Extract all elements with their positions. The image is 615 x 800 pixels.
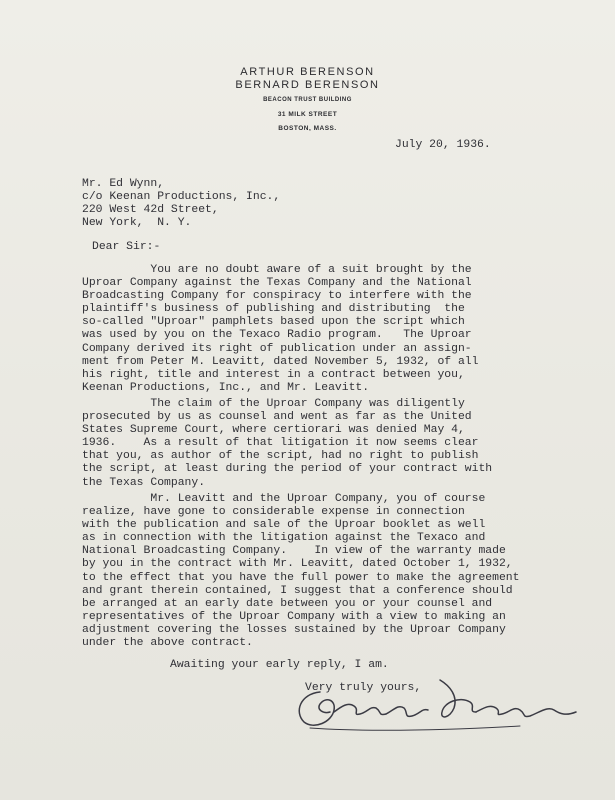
addressee-line-1: Mr. Ed Wynn, xyxy=(82,178,165,190)
signature-underline xyxy=(310,726,520,730)
body-paragraph-3: Mr. Leavitt and the Uproar Company, you of course realize, have gone to considerable expense in connection with the publication and sale of the Uproar booklet as well as in connection with the litigation against the Texaco and National Broadcasting Company. In view of the warranty made by you in the contract with Mr. Leavitt, dated October 1, 1932, to the effect that you have the full power to make the agreement and grant therein contained, I suggest that a conference should be arranged at an early date between you or your counsel and representatives of the Uproar Company with a view to making an adjustment covering the losses sustained by the Uproar Company under the above contract. xyxy=(82,493,520,650)
addressee-line-4: New York, N. Y. xyxy=(82,217,192,229)
letter-date: July 20, 1936. xyxy=(395,139,491,151)
signature-stroke-r xyxy=(386,707,428,717)
letterhead-name-arthur: ARTHUR BERENSON xyxy=(240,66,375,78)
signature-stroke-tail xyxy=(476,706,576,716)
letterhead-city: BOSTON, MASS. xyxy=(278,125,337,132)
letterhead-building: BEACON TRUST BUILDING xyxy=(263,97,352,103)
addressee-line-3: 220 West 42d Street, xyxy=(82,204,219,216)
body-paragraph-2: The claim of the Uproar Company was diligently prosecuted by us as counsel and went as far as the United States Supreme Court, where certiorari was denied May 4, 1936. As a result of that litigation it now seems clear that you, as author of the script, had no right to publish the script, at least during the period of your contract with the Texas Company. xyxy=(82,398,493,489)
letterhead-name-bernard: BERNARD BERENSON xyxy=(235,79,380,91)
closing-line: Awaiting your early reply, I am. xyxy=(170,659,389,671)
signature-stroke-b xyxy=(299,692,334,725)
handwritten-signature xyxy=(290,672,590,744)
signature-stroke-berenson xyxy=(440,680,476,717)
signature-stroke-e xyxy=(334,704,386,714)
valediction: Very truly yours, xyxy=(305,682,422,694)
letterhead-street: 31 MILK STREET xyxy=(277,111,338,118)
addressee-line-2: c/o Keenan Productions, Inc., xyxy=(82,191,281,203)
body-paragraph-1: You are no doubt aware of a suit brought by the Uproar Company against the Texas Company and the National Broadcasting Company for conspiracy to interfere with the plaintiff's business of publishing and distributing the so-called "Uproar" pamphlets based upon the script which was used by you on the Texaco Radio program. The Uproar Company derived its right of publication under an assign- ment from Peter M. Leavitt, dated November 5, 1932, of all his right, title and interest in a contract between you, Keenan Productions, Inc., and Mr. Leavitt. xyxy=(82,264,479,394)
salutation: Dear Sir:- xyxy=(92,241,161,253)
